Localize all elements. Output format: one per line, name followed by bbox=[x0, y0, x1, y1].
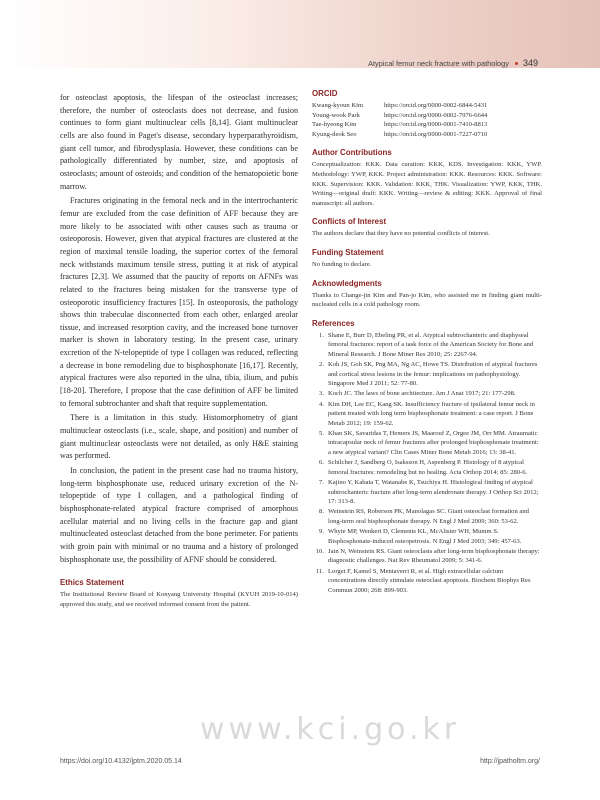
journal-link[interactable]: http://jpatholtm.org/ bbox=[480, 758, 540, 765]
body-paragraph-2: Fractures originating in the femoral neck and in the intertrochanteric femur are excluded from the case definition of AFF because they are more likely to be associated with other causes such as trauma or osteoporosis. However, given that atypical fractures are clustered at the region of maximal tensile loading, the superior cortex of the femoral neck withstands maximum tensile stress, putting it at risk of atypical fractures [2,3]. We assumed that the paucity of reports on AFNFs was related to the fractures being mistaken for the transverse type of osteoporotic insufficiency fractures [15]. In osteoporosis, the pathology shows thin trabeculae disconnected from each other, enlarged areolar tissue, and increased resorption cavity, and the increased bone turnover marker is shown in laboratory testing. In the present case, urinary excretion of the N-telopeptide of type I collagen was reduced, reflecting a decrease in bone remodeling due to bisphosphonate [16,17]. Recently, atypical fractures were also reported in the ulna, tibia, ilium, and pubis [18-20]. Therefore, I propose that the case definition of AFF be limited to femoral subtrochanter and shaft that require supplementation. bbox=[60, 196, 298, 408]
reference-item bbox=[312, 458, 542, 477]
doi-link[interactable]: https://doi.org/10.4132/jptm.2020.05.14 bbox=[60, 758, 182, 765]
reference-item bbox=[312, 478, 542, 507]
page-number: 349 bbox=[522, 58, 538, 68]
orcid-name: Kwang-kyoun Kim bbox=[312, 102, 364, 109]
reference-number: 10. bbox=[315, 547, 324, 555]
right-column bbox=[312, 89, 542, 596]
reference-text: Koh JS, Goh SK, Png MA, Ng AC, Howe TS. Distribution of atypical fractures and cortical stress lesions in the femur: implications on pathophysiology. Singapore Med J 2011; 52: 77-80. bbox=[328, 361, 538, 388]
reference-item bbox=[312, 507, 542, 526]
body-paragraph-4: In conclusion, the patient in the present case had no trauma history, long-term bisphosphonate use, reduced urinary excretion of the N-telopeptide of type I collagen, and a pathological finding of bisphosphonate-related atypical fracture comprised of amorphous acellular material and no living cells in the fracture gap and giant multinucleated osteoclast detached from the bone perimeter. For patients with groin pain with minimal or no trauma and a history of prolonged bisphosphonate use, the possibility of AFNF should be considered. bbox=[60, 466, 298, 564]
conflicts-text: The authors declare that they have no potential conflicts of interest. bbox=[312, 230, 490, 238]
reference-number: 7. bbox=[319, 479, 324, 486]
reference-text: Schilcher J, Sandberg O, Isaksson H, Aspenberg P. Histology of 8 atypical femoral fractures: remodeling but no healing. Acta Orthop 2014; 85: 280-6. bbox=[328, 459, 528, 476]
running-head bbox=[368, 58, 538, 68]
reference-number: 9. bbox=[319, 528, 324, 536]
conflicts-title: Conflicts of Interest bbox=[312, 217, 387, 227]
reference-text: Weinstein RS, Roberson PK, Manolagas SC. Giant osteoclast formation and long-term oral bisphosphonate therapy. N Engl J Med 2009; 360: 53-62. bbox=[328, 508, 529, 525]
ethics-title: Ethics Statement bbox=[60, 578, 125, 588]
reference-item bbox=[312, 567, 542, 596]
conflicts-section bbox=[312, 217, 542, 239]
author-contributions-section bbox=[312, 148, 542, 208]
reference-number: 6. bbox=[319, 459, 324, 467]
ethics-text: The Institutional Review Board of Konyang University Hospital (KYUH 2019-10-014) approved this study, and we received informed consent from the patient. bbox=[60, 591, 298, 608]
orcid-title: ORCID bbox=[312, 89, 338, 98]
body-paragraph-3: There is a limitation in this study. Histomorphometry of giant multinuclear osteoclasts (i.e., scale, shape, and position) and number of giant multinuclear osteoclasts were not detailed, as only H&E staining was performed. bbox=[60, 413, 298, 461]
reference-number: 2. bbox=[319, 361, 324, 369]
reference-number: 4. bbox=[319, 400, 324, 408]
author-contributions-title: Author Contributions bbox=[312, 148, 392, 158]
acknowledgments-title: Acknowledgments bbox=[312, 278, 382, 288]
reference-text: Khan SK, Savaridas T, Hemers JS, Maarouf Z, Orgee JM, Orr MM. Atraumatic intracapsular neck of femur fractures after prolonged bisphosphonate treatment: a new atypical variant? Clin Cases Miner Bone Metab 2016; 13: 38-41. bbox=[328, 429, 539, 456]
reference-text: Jain N, Weinstein RS. Giant osteoclasts after long-term bisphosphonate therapy: diagnostic challenges. Nat Rev Rheumatol 2009; 5: 341-6. bbox=[328, 547, 540, 565]
reference-text: Lorget F, Kamel S, Mentaverri R, et al. High extracellular calcium concentrations directly stimulate osteoclast apoptosis. Biochem Biophys Res Commun 2000; 268: 899-903. bbox=[328, 567, 531, 594]
orcid-name: Young-wook Park bbox=[312, 111, 360, 119]
reference-text: Kim DH, Lee EC, Kang SK. Insufficiency fracture of ipsilateral femur neck in patient treated with long term bisphosphonate treatment: a case report. J Bone Metab 2012; 19: 159-62. bbox=[328, 400, 535, 427]
reference-text: Shane E, Burr D, Ebeling PR, et al. Atypical subtrochanteric and diaphyseal femoral fractures: report of a task force of the American Society for Bone and Mineral Research. J Bone Miner Res 2010; 25: 2267-94. bbox=[328, 331, 534, 358]
orcid-row bbox=[312, 130, 542, 140]
reference-number: 5. bbox=[319, 429, 324, 437]
reference-number: 8. bbox=[319, 508, 324, 516]
reference-text: Koch JC. The laws of bone architecture. Am J Anat 1917; 21: 177-298. bbox=[328, 390, 516, 398]
reference-item bbox=[312, 389, 542, 399]
orcid-table bbox=[312, 101, 542, 139]
reference-item bbox=[312, 527, 542, 546]
orcid-link[interactable]: https://orcid.org/0000-0001-7410-8813 bbox=[384, 121, 488, 129]
orcid-link[interactable]: https://orcid.org/0000-0001-7227-0710 bbox=[384, 130, 488, 138]
author-contributions-text: Conceptualization: KKK. Data curation: KKK, KDS. Investigation: KKK, YWP. Methodology: YWP, KKK. Project administration: KKK. Resources: KKK. Software: KKK. Supervision: KKK. Validation: KKK, THK. Visualization: YWP, KKK, THK. Writing—original draft: KKK. Writing—review & editing: KKK. Approval of final manuscript: all authors. bbox=[312, 161, 542, 207]
orcid-row bbox=[312, 101, 542, 111]
orcid-name: Tae-hyeong Kim bbox=[312, 121, 357, 129]
bullet-icon bbox=[515, 62, 518, 65]
running-title: Atypical femur neck fracture with pathology bbox=[368, 59, 509, 68]
funding-text: No funding to declare. bbox=[312, 260, 372, 268]
orcid-row bbox=[312, 120, 542, 130]
orcid-link[interactable]: https://orcid.org/0000-0002-6844-5431 bbox=[384, 102, 488, 109]
ethics-section bbox=[60, 578, 298, 609]
orcid-row bbox=[312, 111, 542, 121]
left-column bbox=[60, 92, 298, 609]
reference-text: Whyte MP, Wenkert D, Clements KL, McAlister WH, Mumm S. Bisphosphonate-induced osteopetrosis. N Engl J Med 2003; 349: 457-63. bbox=[328, 528, 522, 545]
references-section bbox=[312, 319, 542, 595]
reference-number: 3. bbox=[319, 390, 324, 398]
acknowledgments-section bbox=[312, 279, 542, 310]
funding-title: Funding Statement bbox=[312, 247, 384, 257]
reference-number: 11. bbox=[316, 567, 324, 575]
reference-item bbox=[312, 400, 542, 429]
references-title: References bbox=[312, 318, 355, 328]
reference-text: Kajino Y, Kabata T, Watanabe K, Tsuchiya H. Histological finding of atypical subtrochanteric fracture after long-term alendronate therapy. J Orthop Sci 2012; 17: 313-8. bbox=[328, 479, 539, 505]
reference-item bbox=[312, 429, 542, 458]
acknowledgments-text: Thanks to Change-jin Kim and Pan-jo Kim, who assisted me in finding giant multi-nucleated cells in a cold pathology room. bbox=[312, 291, 542, 309]
funding-section bbox=[312, 248, 542, 270]
orcid-link[interactable]: https://orcid.org/0000-0002-7976-6644 bbox=[384, 111, 488, 119]
reference-item bbox=[312, 331, 542, 360]
orcid-name: Kyung-deok Seo bbox=[312, 130, 357, 138]
reference-number: 1. bbox=[319, 331, 324, 339]
body-paragraph-1: for osteoclast apoptosis, the lifespan of the osteoclast increases; therefore, the number of osteoclasts does not decrease, and fusion continues to form giant multinuclear cells [8,14]. Giant multinuclear cells are also found in Paget's disease, secondary hyperparathyroidism, giant cell tumor, and fibrodysplasia. However, these conditions can be pathologically differentiated by number, size, and apoptosis of osteoclasts; amount of osteoids; and condition of the hematopoietic bone marrow. bbox=[60, 93, 298, 191]
reference-item bbox=[312, 360, 542, 389]
orcid-section bbox=[312, 89, 542, 139]
watermark: www.kci.go.kr bbox=[200, 712, 461, 747]
reference-item bbox=[312, 547, 542, 566]
reference-list bbox=[312, 331, 542, 595]
